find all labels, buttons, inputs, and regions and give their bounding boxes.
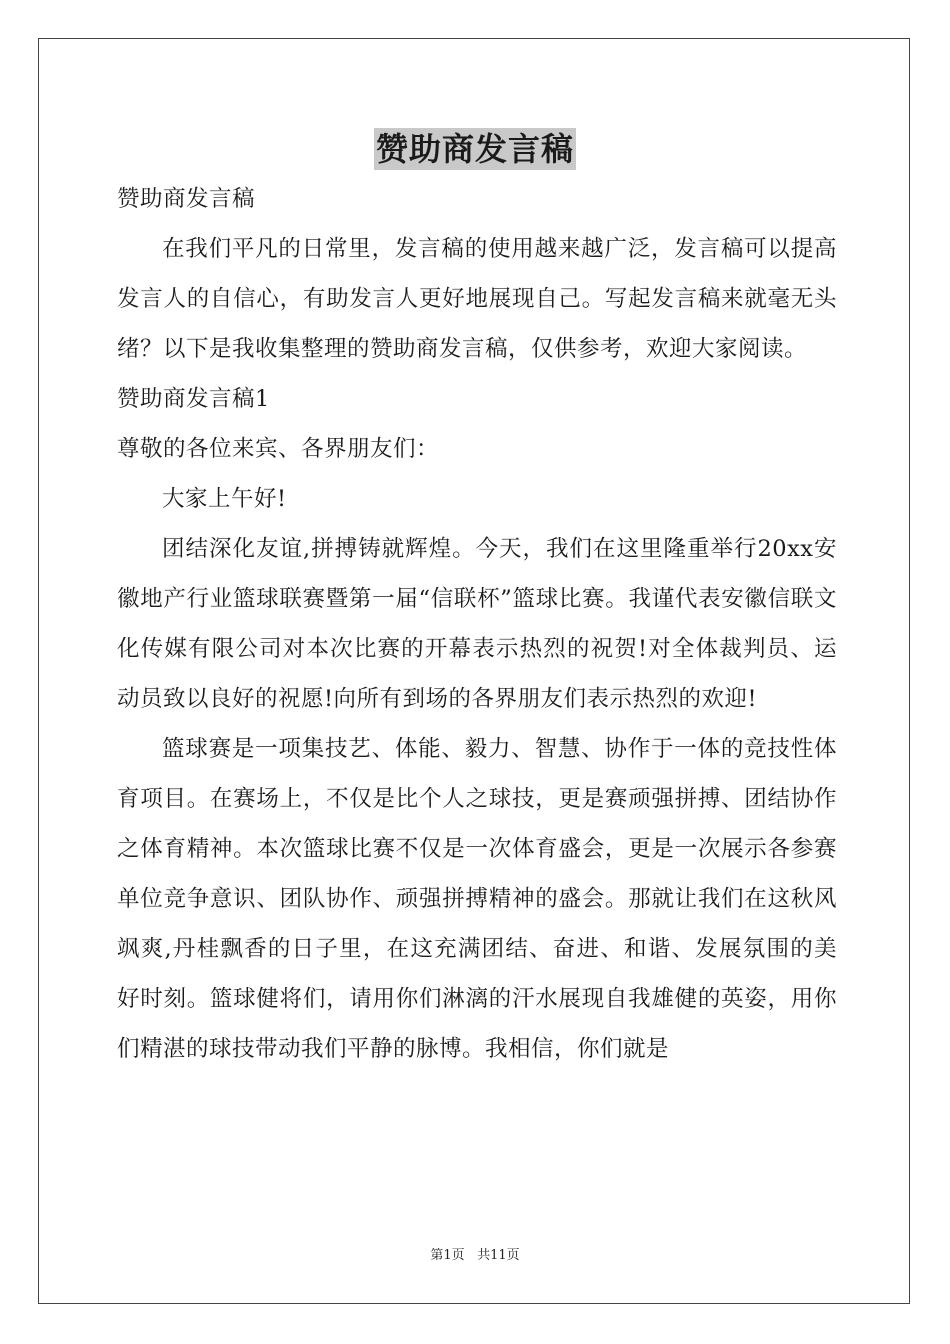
page-number: 第1页 (430, 1248, 465, 1263)
page-total: 共11页 (477, 1248, 520, 1263)
paragraph: 赞助商发言稿1 (117, 386, 270, 412)
document-title: 赞助商发言稿 (375, 130, 574, 168)
paragraph: 大家上午好! (162, 486, 287, 512)
paragraph: 篮球赛是一项集技艺、体能、毅力、智慧、协作于一体的竞技性体育项目。在赛场上，不仅是比个人之球技，更是赛顽强拼搏、团结协作之体育精神。本次篮球比赛不仅是一次体育盛会，更是一次展示各参赛单位竞争意识、团队协作、顽强拼搏精神的盛会。那就让我们在这秋风飒爽,丹桂飘香的日子里，在这充满团结、奋进、和谐、发展氛围的美好时刻。篮球健将们，请用你们淋漓的汗水展现自我雄健的英姿，用你们精湛的球技带动我们平静的脉博。我相信，你们就是 (117, 736, 837, 1062)
paragraph: 在我们平凡的日常里，发言稿的使用越来越广泛，发言稿可以提高发言人的自信心，有助发言人更好地展现自己。写起发言稿来就毫无头绪？以下是我收集整理的赞助商发言稿，仅供参考，欢迎大家阅读。 (117, 236, 837, 362)
paragraph: 赞助商发言稿 (117, 186, 256, 212)
page-footer (0, 1247, 950, 1265)
paragraph: 团结深化友谊,拼搏铸就辉煌。今天，我们在这里隆重举行20xx安徽地产行业篮球联赛暨第一届“信联杯”篮球比赛。我谨代表安徽信联文化传媒有限公司对本次比赛的开幕表示热烈的祝贺!对全体裁判员、运动员致以良好的祝愿!向所有到场的各界朋友们表示热烈的欢迎! (117, 536, 837, 712)
document-body (117, 174, 837, 1074)
title-container (0, 128, 950, 170)
paragraph: 尊敬的各位来宾、各界朋友们： (117, 436, 440, 462)
